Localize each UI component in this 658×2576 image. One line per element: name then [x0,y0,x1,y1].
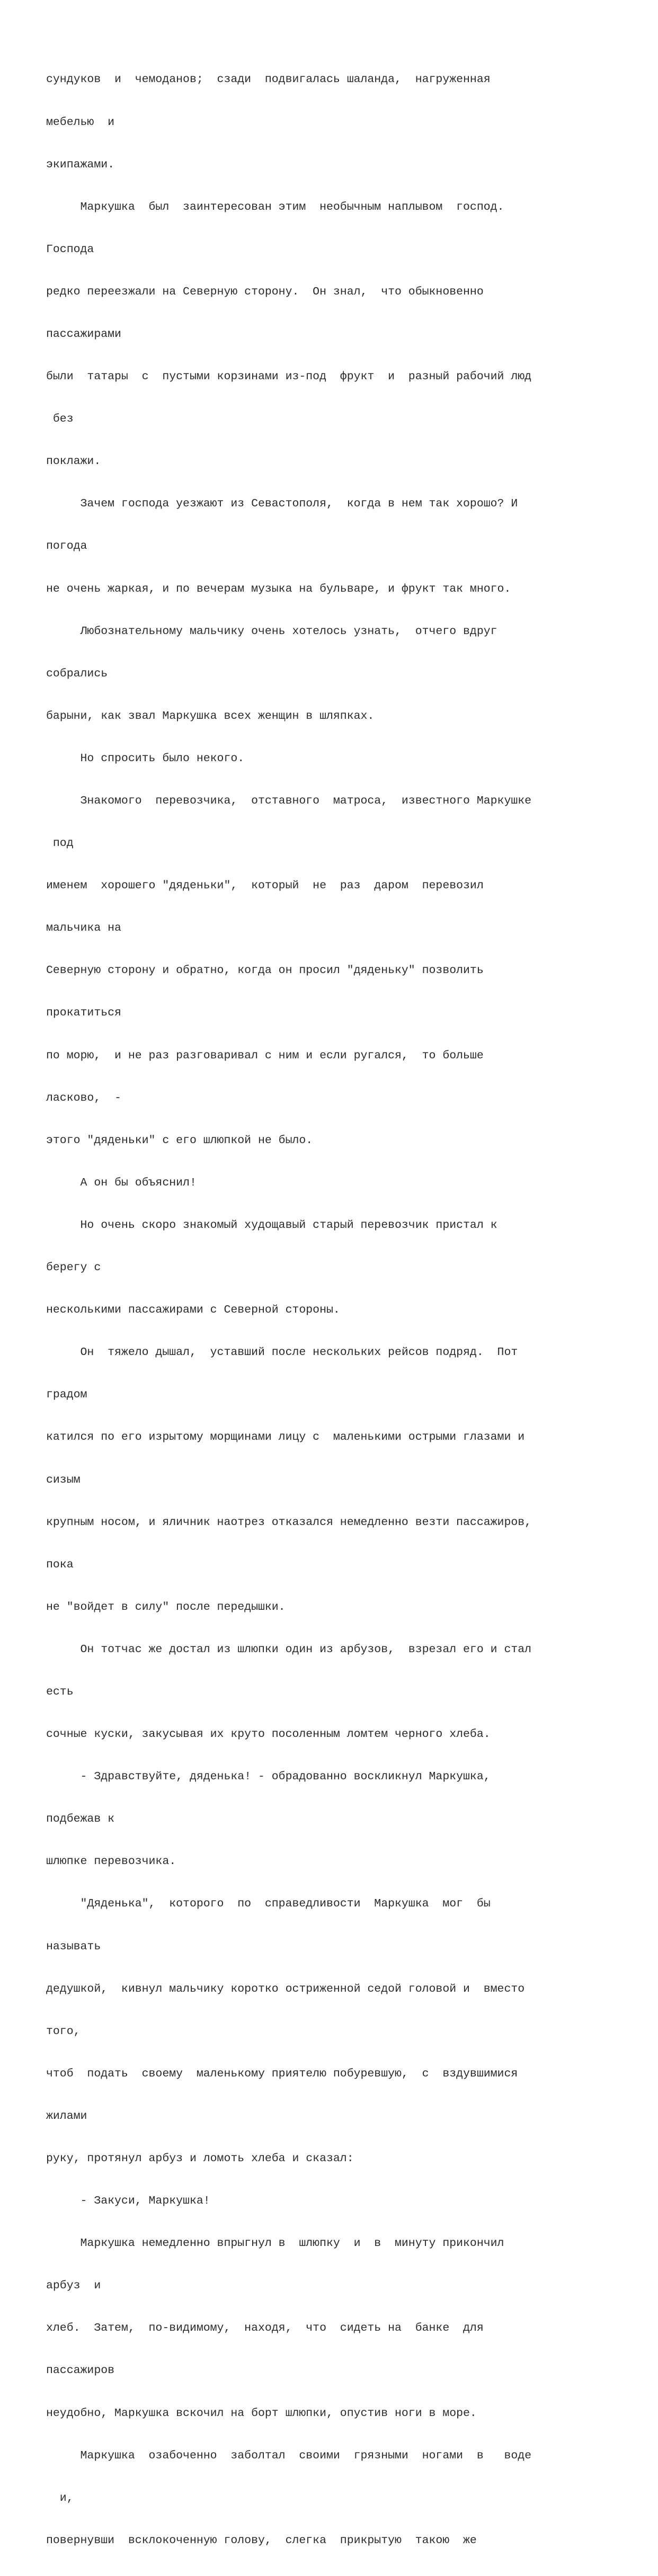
text-line: дедушкой, кивнул мальчику коротко остриженной седой головой и вместо [46,1982,525,1995]
text-line: чтоб подать своему маленькому приятелю побуревшую, с вздувшимися [46,2067,518,2080]
text-line: неудобно, Маркушка вскочил на борт шлюпки, опустив ноги в море. [46,2406,477,2420]
text-line: руку, протянул арбуз и ломоть хлеба и сказал: [46,2152,354,2165]
text-line: Но спросить было некого. [46,752,245,765]
text-line: погода [46,540,87,553]
text-line: шлюпке перевозчика. [46,1855,176,1868]
text-line: именем хорошего "дяденьки", который не раз даром перевозил [46,879,484,893]
text-line: - Здравствуйте, дяденька! - обрадованно воскликнул Маркушка, [46,1770,491,1784]
text-line: мальчика на [46,922,121,935]
text-line: пока [46,1558,74,1571]
text-line: не очень жаркая, и по вечерам музыка на бульваре, и фрукт так много. [46,582,511,595]
text-line: Северную сторону и обратно, когда он просил "дяденьку" позволить [46,964,484,977]
text-line: без [46,413,74,426]
text-line: называть [46,1940,101,1953]
text-line: Маркушка озабоченно заболтал своими грязными ногами в воде [46,2449,532,2462]
text-line: сочные куски, закусывая их круто посоленным ломтем черного хлеба. [46,1728,491,1741]
text-line: подбежав к [46,1813,115,1826]
text-line: экипажами. [46,158,115,171]
text-line: хлеб. Затем, по-видимому, находя, что сидеть на банке для [46,2322,484,2335]
text-line: повернувши всклокоченную голову, слегка прикрытую такою же [46,2534,477,2547]
text-line: градом [46,1388,87,1402]
text-line: редко переезжали на Северную сторону. Он знал, что обыкновенно [46,285,484,298]
text-line: крупным носом, и яличник наотрез отказался немедленно везти пассажиров, [46,1516,532,1529]
text-line: "Дяденька", которого по справедливости Маркушка мог бы [46,1897,491,1911]
text-line: и, [46,2491,74,2504]
text-line: мебелью и [46,115,115,129]
text-line: собрались [46,667,108,680]
text-line: арбуз и [46,2279,101,2293]
text-line: сизым [46,1473,81,1486]
text-line: Маркушка немедленно впрыгнул в шлюпку и в минуту прикончил [46,2237,504,2250]
text-line: берегу с [46,1261,101,1274]
text-line: жилами [46,2109,87,2123]
text-line: под [46,837,74,850]
text-line: Зачем господа уезжают из Севастополя, когда в нем так хорошо? И [46,497,518,511]
text-line: пассажиров [46,2364,115,2377]
text-line: были татары с пустыми корзинами из-под фрукт и разный рабочий люд [46,370,532,384]
text-line: Он тотчас же достал из шлюпки один из арбузов, взрезал его и стал [46,1643,532,1656]
text-line: сундуков и чемоданов; сзади подвигалась шаланда, нагруженная [46,73,491,86]
text-line: прокатиться [46,1006,121,1020]
text-line: Любознательному мальчику очень хотелось узнать, отчего вдруг [46,625,497,638]
text-line: - Закуси, Маркушка! [46,2195,210,2208]
text-line: Он тяжело дышал, уставший после нескольких рейсов подряд. Пот [46,1346,518,1359]
text-line: этого "дяденьки" с его шлюпкой не было. [46,1134,313,1147]
text-line: Но очень скоро знакомый худощавый старый перевозчик пристал к [46,1218,497,1232]
text-line: пассажирами [46,327,121,341]
text-line: катился по его изрытому морщинами лицу с маленькими острыми глазами и [46,1431,525,1444]
document-text [46,44,629,2576]
text-line: Знакомого перевозчика, отставного матроса, известного Маркушке [46,795,532,807]
text-line: Господа [46,243,94,256]
text-line: Маркушка был заинтересован этим необычным наплывом господ. [46,200,504,213]
text-line: не "войдет в силу" после передышки. [46,1600,286,1614]
text-line: ласково, - [46,1091,121,1104]
text-line: несколькими пассажирами с Северной стороны. [46,1304,340,1317]
text-line: барыни, как звал Маркушка всех женщин в шляпках. [46,709,375,723]
text-line: поклажи. [46,455,101,468]
text-line: того, [46,2025,81,2038]
text-line: по морю, и не раз разговаривал с ним и если ругался, то больше [46,1049,484,1062]
text-line: есть [46,1685,74,1698]
text-line: А он бы объяснил! [46,1176,197,1189]
